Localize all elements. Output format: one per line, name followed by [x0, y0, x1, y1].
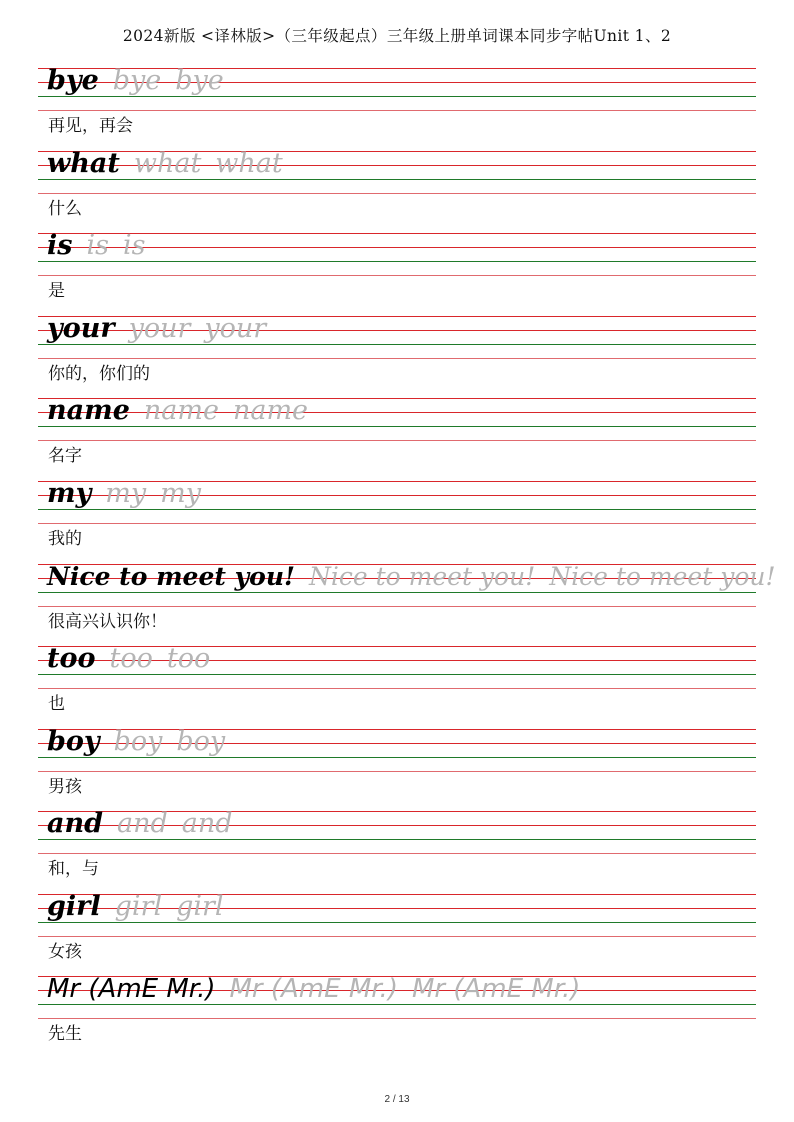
word: Nice to meet you! — [47, 561, 295, 591]
word-row — [47, 557, 776, 597]
descender-line — [38, 771, 756, 772]
word-block-your — [0, 312, 794, 396]
word-meaning: 你的，你们的 — [48, 363, 150, 384]
trace-word: name — [143, 395, 219, 426]
word-block-mr — [0, 976, 794, 1056]
word-row — [47, 969, 580, 1009]
word: is — [47, 230, 73, 261]
word-block-too — [0, 643, 794, 726]
trace-word: girl — [114, 890, 163, 922]
descender-line — [38, 688, 756, 689]
word: what — [47, 147, 120, 179]
ascender-line — [38, 233, 756, 234]
trace-word: boy — [176, 725, 226, 757]
trace-word: is — [122, 230, 146, 261]
descender-line — [38, 358, 756, 359]
word: too — [47, 643, 96, 674]
word: girl — [47, 890, 101, 922]
descender-line — [38, 275, 756, 276]
descender-line — [38, 606, 756, 607]
word: name — [47, 395, 130, 426]
trace-word: girl — [176, 890, 224, 922]
word: boy — [47, 725, 100, 757]
word-meaning: 是 — [48, 281, 65, 301]
page-header-title: 2024新版 <译林版>（三年级起点）三年级上册单词课本同步字帖Unit 1、2 — [122, 27, 672, 45]
word-meaning: 名字 — [48, 446, 82, 466]
word-meaning: 我的 — [48, 529, 82, 549]
word-meaning: 也 — [48, 694, 65, 714]
word-block-and — [0, 808, 794, 891]
word-row — [47, 144, 283, 184]
trace-word: my — [105, 478, 147, 509]
word-row — [47, 391, 308, 431]
word-block-bye — [0, 65, 794, 148]
word-row — [47, 639, 210, 679]
descender-line — [38, 936, 756, 937]
trace-word: Nice to meet you! — [308, 561, 536, 591]
trace-word: too — [166, 643, 211, 674]
word-row — [47, 722, 225, 762]
word-row — [47, 61, 224, 101]
word: bye — [47, 65, 99, 96]
trace-word: your — [128, 312, 191, 344]
word-meaning: 先生 — [48, 1024, 82, 1044]
word-meaning: 男孩 — [48, 776, 82, 797]
trace-word: Mr (AmE Mr.) — [229, 974, 398, 1004]
trace-word: Mr (AmE Mr.) — [411, 974, 581, 1004]
trace-word: Nice to meet you! — [549, 561, 776, 591]
word: my — [47, 478, 92, 509]
trace-word: what — [133, 147, 202, 179]
word: your — [47, 312, 115, 344]
trace-word: and — [181, 808, 233, 839]
word-meaning: 很高兴认识你！ — [48, 611, 167, 632]
descender-line — [38, 1018, 756, 1019]
descender-line — [38, 853, 756, 854]
descender-line — [38, 440, 756, 441]
trace-word: bye — [175, 65, 224, 96]
word-meaning: 什么 — [48, 198, 82, 219]
descender-line — [38, 523, 756, 524]
trace-word: name — [232, 395, 309, 426]
word-row — [47, 887, 224, 927]
word-row — [47, 804, 233, 844]
word-meaning: 和，与 — [48, 859, 99, 879]
word-row — [47, 474, 201, 514]
trace-word: boy — [113, 725, 163, 757]
word-row — [47, 226, 145, 266]
word-block-name — [0, 395, 794, 478]
descender-line — [38, 193, 756, 194]
word-block-nice-to-meet-you — [0, 561, 794, 644]
trace-word: what — [215, 147, 283, 179]
word-block-boy — [0, 725, 794, 809]
page-indicator: 2 / 13 — [384, 1094, 410, 1105]
word-block-what — [0, 147, 794, 231]
descender-line — [38, 110, 756, 111]
trace-word: your — [204, 312, 267, 344]
word-block-my — [0, 478, 794, 561]
word-meaning: 再见，再会 — [48, 116, 133, 136]
baseline — [38, 261, 756, 262]
word: Mr (AmE Mr.) — [47, 974, 216, 1004]
word: and — [47, 808, 104, 839]
trace-word: my — [160, 478, 201, 509]
word-block-is — [0, 230, 794, 313]
word-meaning: 女孩 — [48, 941, 82, 962]
midline — [38, 247, 756, 248]
word-block-girl — [0, 890, 794, 974]
trace-word: and — [117, 808, 168, 839]
trace-word: bye — [112, 65, 162, 96]
trace-word: is — [86, 230, 109, 261]
word-row — [47, 309, 266, 349]
trace-word: too — [109, 643, 153, 674]
